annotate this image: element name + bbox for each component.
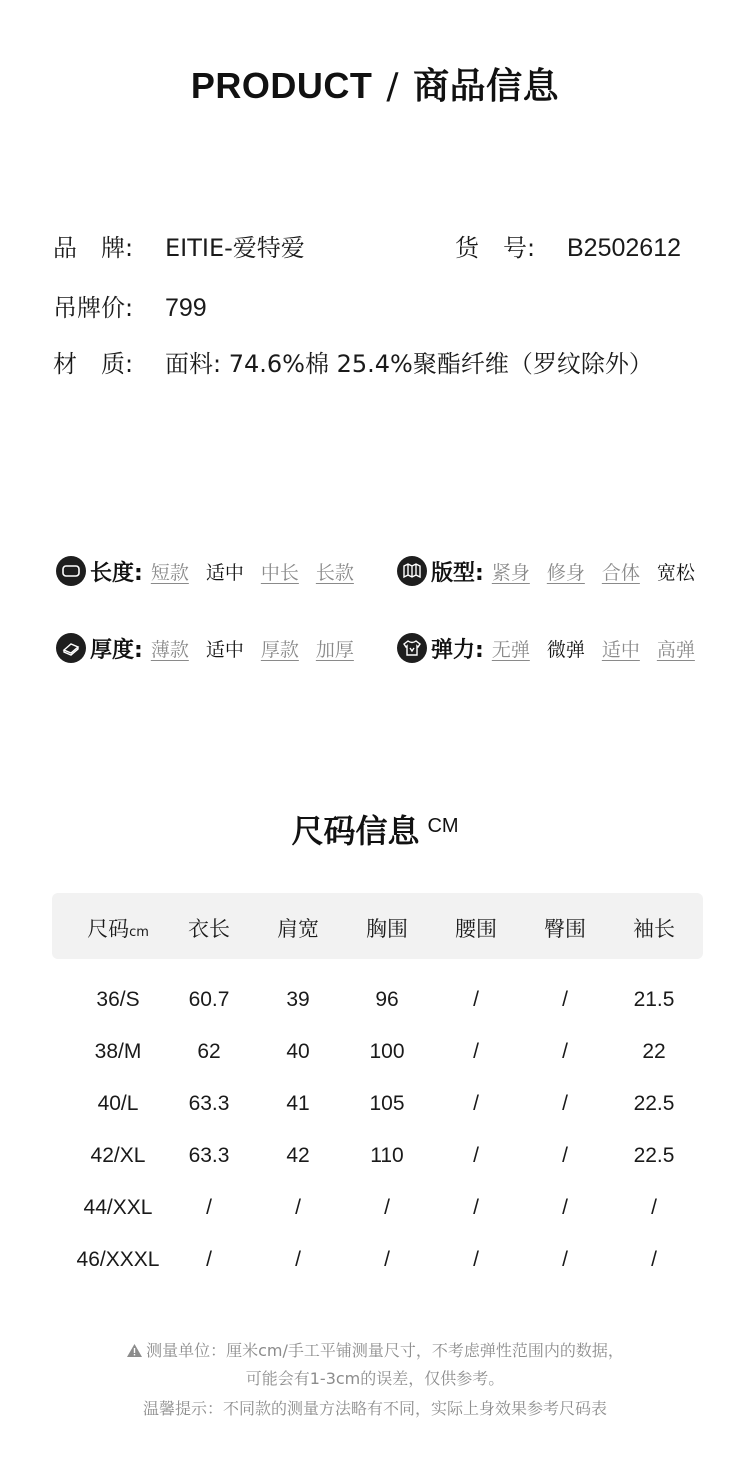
attr-length-option-selected: 适中 — [205, 561, 244, 584]
sku-row — [455, 228, 681, 263]
warning-icon — [126, 1343, 143, 1362]
sku-value: B2502612 — [567, 234, 682, 262]
table-cell: / — [473, 1248, 479, 1271]
attr-elasticity-option: 高弹 — [656, 638, 695, 661]
table-cell: 22.5 — [633, 1092, 675, 1115]
table-cell: / — [562, 988, 568, 1011]
attr-fit-option-selected: 宽松 — [656, 561, 695, 584]
title-separator: / — [386, 66, 400, 107]
table-cell: 22.5 — [633, 1144, 675, 1167]
table-cell: / — [295, 1196, 301, 1219]
size-label-cell: 36/S — [96, 988, 140, 1011]
size-title-text: 尺码信息 — [291, 812, 420, 850]
attr-thickness-option: 厚款 — [260, 638, 299, 661]
attr-thickness-option: 加厚 — [315, 638, 354, 661]
attr-length-option: 短款 — [150, 561, 189, 584]
table-cell: 42 — [286, 1144, 310, 1167]
attr-thickness-option-selected: 适中 — [205, 638, 244, 661]
size-label-cell: 46/XXXL — [76, 1248, 160, 1271]
table-cell: 39 — [286, 988, 310, 1011]
size-title-unit: CM — [427, 815, 459, 837]
table-cell: / — [651, 1196, 657, 1219]
attr-length — [56, 555, 354, 587]
table-cell: / — [473, 1040, 479, 1063]
table-cell: / — [206, 1248, 212, 1271]
brand-label: 品 牌: — [53, 234, 134, 262]
table-cell: / — [473, 1196, 479, 1219]
attr-fit-option: 合体 — [601, 561, 640, 584]
brand-row — [53, 228, 305, 263]
table-cell: 63.3 — [188, 1144, 230, 1167]
table-cell: / — [295, 1248, 301, 1271]
size-label-cell: 42/XL — [90, 1144, 146, 1167]
elasticity-icon — [397, 633, 427, 663]
table-cell: 21.5 — [633, 988, 675, 1011]
attr-thickness-option: 薄款 — [150, 638, 189, 661]
table-cell: 100 — [369, 1040, 405, 1063]
price-label: 吊牌价: — [53, 294, 134, 322]
brand-value: EITIE-爱特爱 — [165, 234, 305, 262]
size-section-title — [0, 806, 750, 852]
table-cell: 40 — [286, 1040, 310, 1063]
table-cell: 96 — [375, 988, 399, 1011]
table-cell: / — [651, 1248, 657, 1271]
fit-icon — [397, 556, 427, 586]
size-label-cell: 40/L — [97, 1092, 139, 1115]
table-cell: 110 — [370, 1144, 404, 1167]
thickness-icon — [56, 633, 86, 663]
table-cell: 62 — [197, 1040, 221, 1063]
length-icon — [56, 556, 86, 586]
header-cell: 臀围 — [544, 917, 586, 941]
attr-length-option: 中长 — [260, 561, 299, 584]
title-en: PRODUCT — [190, 65, 373, 106]
attr-elasticity — [397, 632, 695, 664]
title-cn: 商品信息 — [413, 66, 560, 107]
table-cell: / — [562, 1196, 568, 1219]
size-label-cell: 44/XXL — [83, 1196, 153, 1219]
attr-elasticity-option: 无弹 — [491, 638, 530, 661]
header-cell: 腰围 — [455, 917, 497, 941]
page-title — [0, 58, 750, 109]
table-cell: 22 — [642, 1040, 666, 1063]
table-cell: 105 — [369, 1092, 405, 1115]
table-cell: / — [384, 1248, 390, 1271]
table-cell: / — [562, 1040, 568, 1063]
attr-elasticity-option: 适中 — [601, 638, 640, 661]
attr-elasticity-option-selected: 微弹 — [546, 638, 585, 661]
table-cell: 63.3 — [188, 1092, 230, 1115]
material-row — [53, 344, 653, 379]
table-cell: 60.7 — [188, 988, 230, 1011]
size-label-cell: 38/M — [94, 1040, 142, 1063]
table-cell: / — [384, 1196, 390, 1219]
attr-fit — [397, 555, 695, 587]
table-cell: / — [562, 1092, 568, 1115]
price-value: 799 — [165, 294, 207, 322]
header-cell: 尺码cm — [87, 917, 149, 941]
table-cell: / — [473, 1144, 479, 1167]
note-line-1: 测量单位：厘米cm/手工平铺测量尺寸，不考虑弹性范围内的数据， — [0, 1338, 750, 1362]
table-cell: / — [473, 988, 479, 1011]
attr-length-name: 长度: — [90, 560, 143, 586]
table-cell: / — [473, 1092, 479, 1115]
header-cell: 衣长 — [188, 917, 230, 941]
attr-fit-option: 紧身 — [491, 561, 530, 584]
table-cell: / — [206, 1196, 212, 1219]
header-cell: 肩宽 — [277, 917, 319, 941]
size-table-header — [52, 893, 703, 959]
attr-length-option: 长款 — [315, 561, 354, 584]
sku-label: 货 号: — [455, 234, 536, 262]
header-cell: 胸围 — [366, 917, 408, 941]
note-line-3: 温馨提示：不同款的测量方法略有不同，实际上身效果参考尺码表 — [142, 1399, 607, 1418]
attr-fit-option: 修身 — [546, 561, 585, 584]
price-row — [53, 288, 207, 323]
table-cell: / — [562, 1248, 568, 1271]
attr-thickness — [56, 632, 354, 664]
header-unit: cm — [129, 925, 149, 940]
note-line-2: 可能会有1-3cm的误差，仅供参考。 — [245, 1369, 505, 1388]
table-cell: 41 — [286, 1092, 310, 1115]
attr-elasticity-name: 弹力: — [431, 637, 484, 663]
attr-fit-name: 版型: — [431, 560, 484, 586]
material-value: 面料: 74.6%棉 25.4%聚酯纤维（罗纹除外） — [165, 350, 653, 378]
attr-thickness-name: 厚度: — [90, 637, 143, 663]
header-cell: 袖长 — [633, 917, 675, 941]
material-label: 材 质: — [53, 350, 134, 378]
table-cell: / — [562, 1144, 568, 1167]
